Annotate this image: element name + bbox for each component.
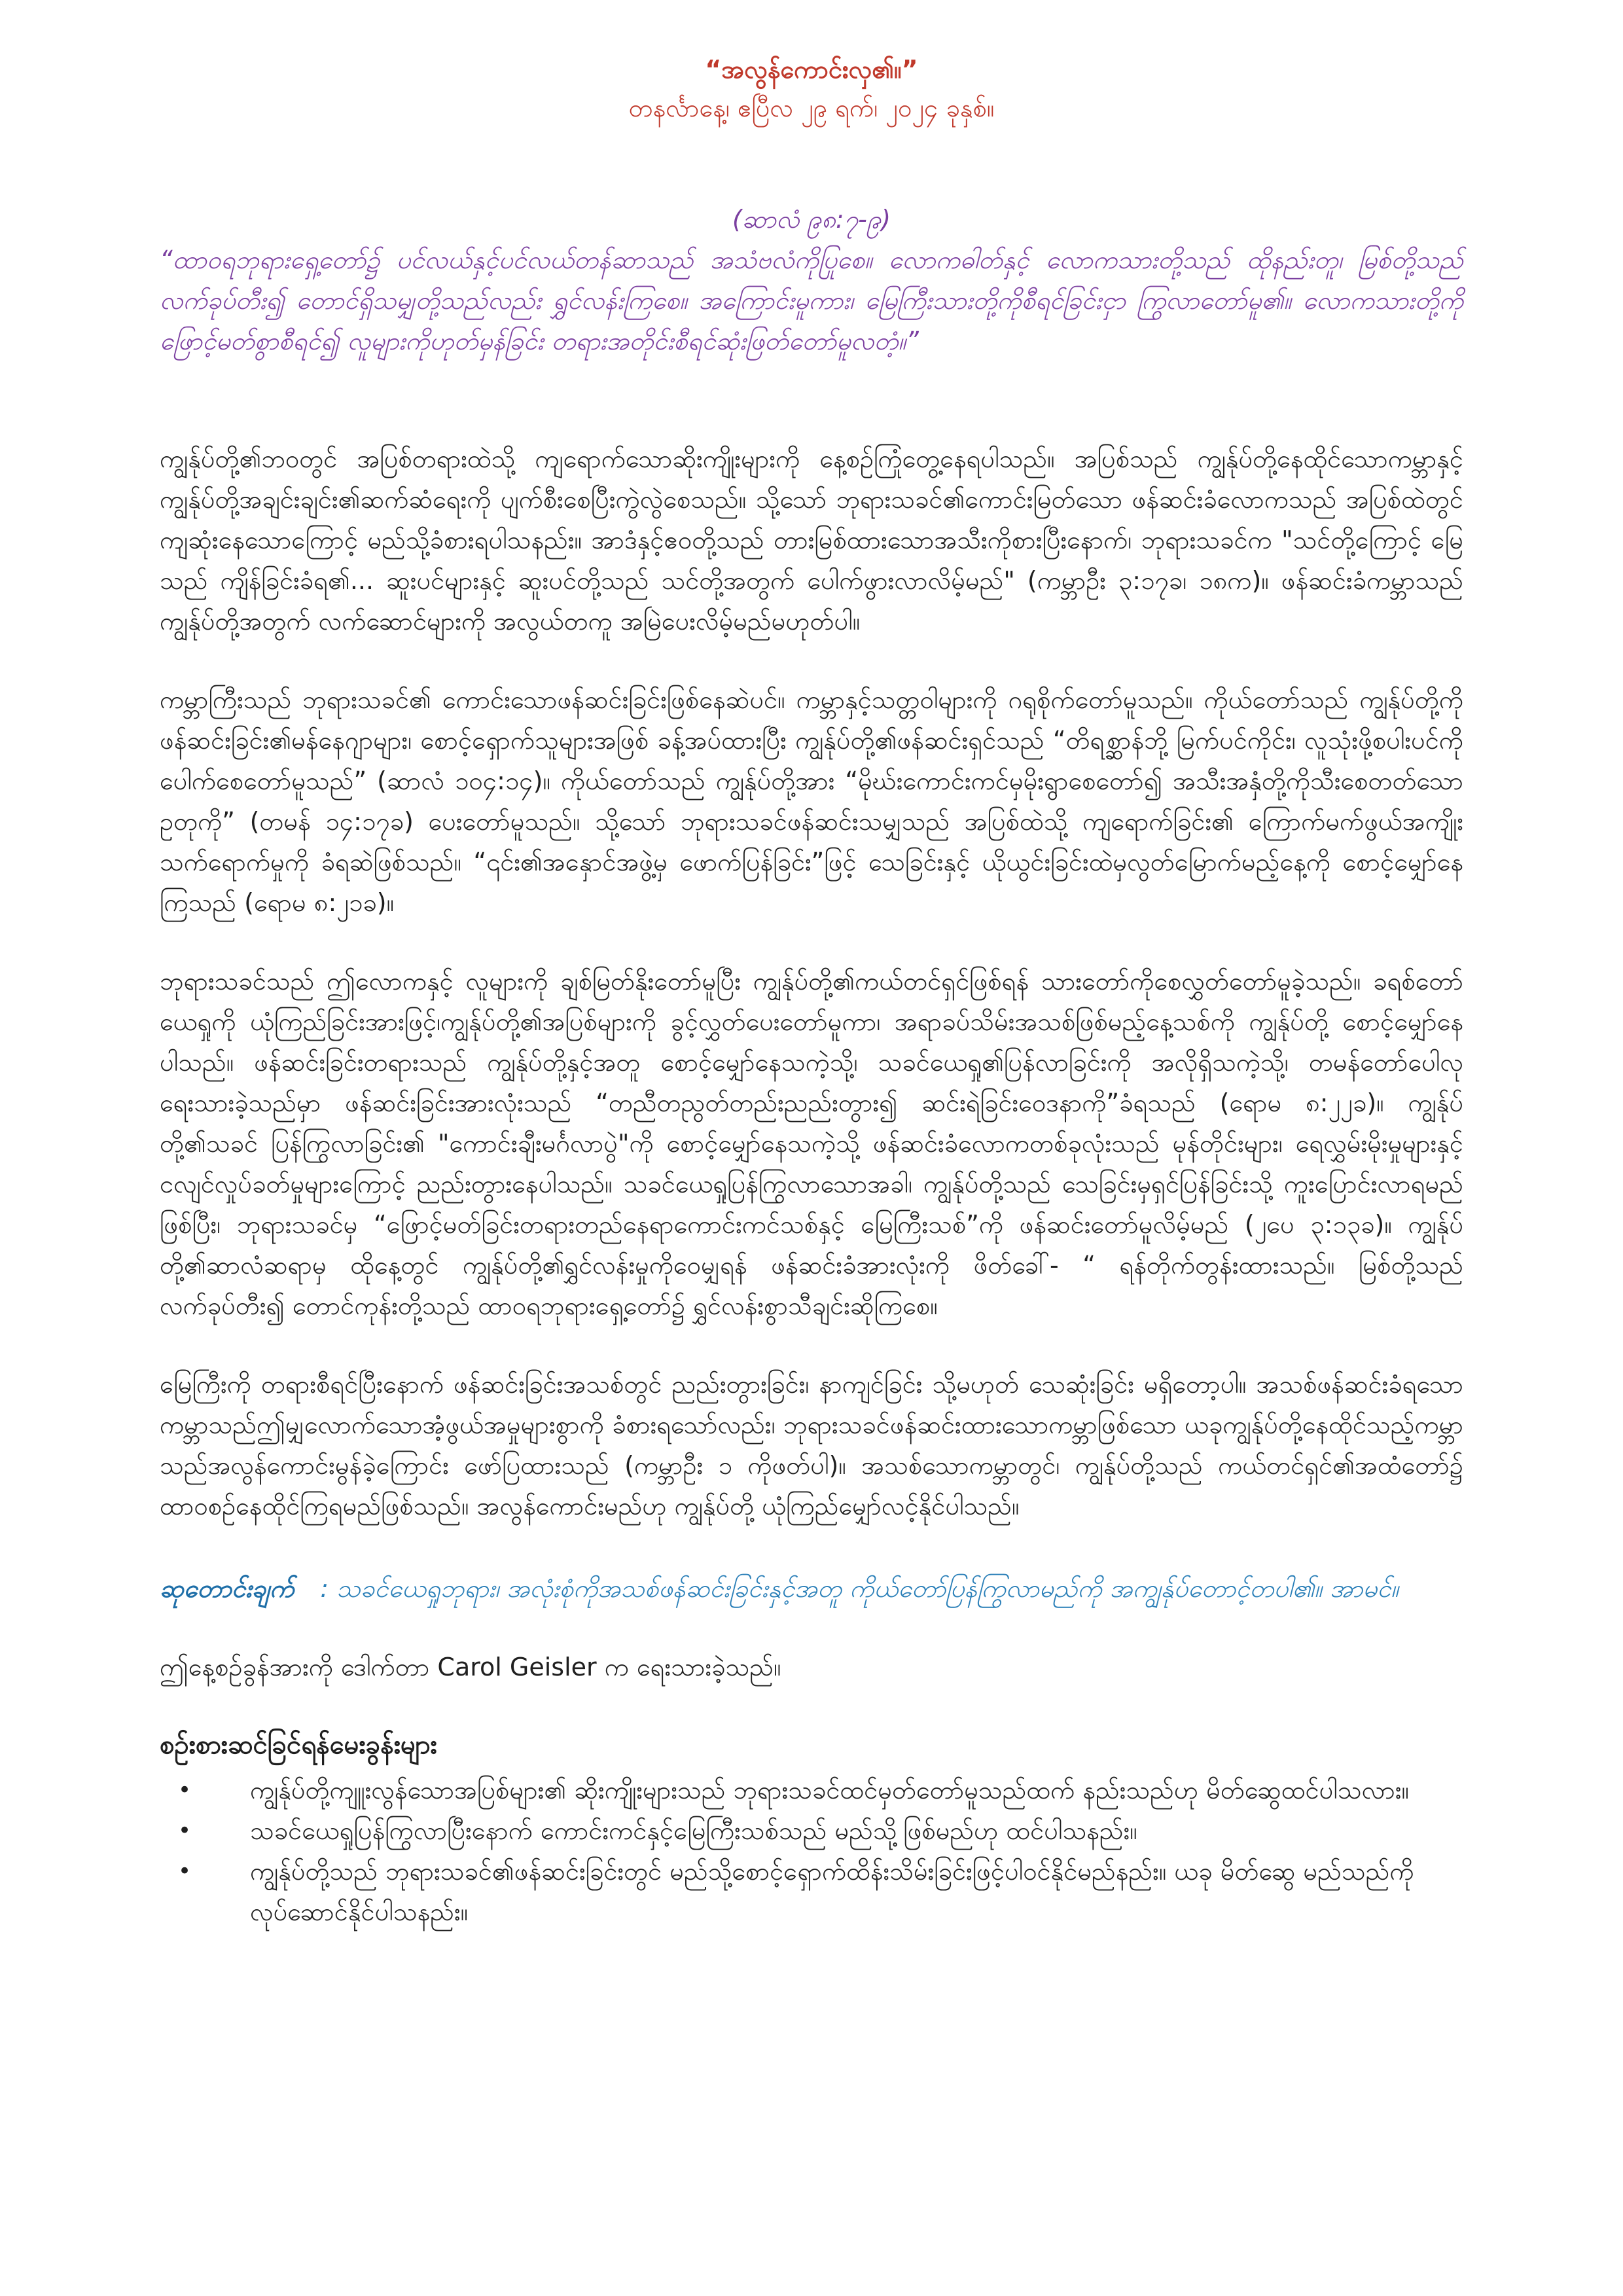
question-item <box>160 1851 1463 1932</box>
devotional-title: “အလွန်ကောင်းလှ၏။” <box>705 55 918 84</box>
date-line: တနင်္လာနေ့၊ ဧပြီလ ၂၉ ရက်၊ ၂၀၂၄ ခုနှစ်။ <box>628 94 995 122</box>
questions-list <box>160 1770 1463 1932</box>
question-text: သခင်ယေရှုပြန်ကြွလာပြီးနောက် ကောင်းကင်နှင့်မြေကြီးသစ်သည် မည်သို့ဖြစ်မည်ဟု ထင်ပါသနည်း။ <box>250 1816 1137 1845</box>
body-paragraph-2: ကမ္ဘာကြီးသည် ဘုရားသခင်၏ ကောင်းသောဖန်ဆင်းခြင်းဖြစ်နေဆဲပင်။ ကမ္ဘာနှင့်သတ္တဝါများကို ဂရုစိုက်တော်မူသည်။ ကိုယ်တော်သည် ကျွန်ုပ်တို့ကို ဖန်ဆင်းခြင်း၏မန်နေဂျာများ၊ စောင့်ရှောက်သူများအဖြစ် ခန့်အပ်ထားပြီး ကျွန်ုပ်တို့၏ဖန်ဆင်းရှင်သည် “တိရစ္ဆာန်ဘို့ မြက်ပင်ကိုင်း၊ လူသုံးဖို့စပါးပင်ကို ပေါက်စေတော်မူသည်” (ဆာလံ ၁၀၄:၁၄)။ ကိုယ်တော်သည် ကျွန်ုပ်တို့အား “မိုဃ်းကောင်းကင်မှမိုးရွာစေတော်၍ အသီးအနှံတို့ကိုသီးစေတတ်သောဥတုကို” (တမန် ၁၄:၁၇ခ) ပေးတော်မူသည်။ သို့သော် ဘုရားသခင်ဖန်ဆင်းသမျှသည် အပြစ်ထဲသို့ ကျရောက်ခြင်း၏ ကြောက်မက်ဖွယ်အကျိုးသက်ရောက်မှုကို ခံရဆဲဖြစ်သည်။ “၎င်း၏အနှောင်အဖွဲ့မှ ဖောက်ပြန်ခြင်း”ဖြင့် သေခြင်းနှင့် ယိုယွင်းခြင်းထဲမှလွတ်မြောက်မည့်နေ့ကို စောင့်မျှော်နေကြသည် (ရောမ ၈:၂၁ခ)။ <box>160 685 1463 917</box>
prayer-text: : သခင်ယေရှုဘုရား၊ အလုံးစုံကိုအသစ်ဖန်ဆင်းခြင်းနှင့်အတူ ကိုယ်တော်ပြန်ကြွလာမည်ကို အကျွန်ုပ်တောင့်တပါ၏။ အာမင်။ <box>320 1574 1399 1603</box>
body-paragraph-4: မြေကြီးကို တရားစီရင်ပြီးနောက် ဖန်ဆင်းခြင်းအသစ်တွင် ညည်းတွားခြင်း၊ နာကျင်ခြင်း သို့မဟုတ် သေဆုံးခြင်း မရှိတော့ပါ။ အသစ်ဖန်ဆင်းခံရသောကမ္ဘာသည်ဤမျှလောက်သောအံ့ဖွယ်အမှုများစွာကို ခံစားရသော်လည်း၊ ဘုရားသခင်ဖန်ဆင်းထားသောကမ္ဘာဖြစ်သော ယခုကျွန်ုပ်တို့နေထိုင်သည့်ကမ္ဘာသည်အလွန်ကောင်းမွန်ခဲ့ကြောင်း ဖော်ပြထားသည် (ကမ္ဘာဦး ၁ ကိုဖတ်ပါ)။ အသစ်သောကမ္ဘာတွင်၊ ကျွန်ုပ်တို့သည် ကယ်တင်ရှင်၏အထံတော်၌ ထာဝစဉ်နေထိုင်ကြရမည်ဖြစ်သည်။ အလွန်ကောင်းမည်ဟု ကျွန်ုပ်တို့ ယုံကြည်မျှော်လင့်နိုင်ပါသည်။ <box>160 1370 1463 1520</box>
scripture-reference: (ဆာလံ ၉၈:၇-၉) <box>732 205 891 234</box>
question-item <box>160 1810 1463 1851</box>
body-paragraph-1: ကျွန်ုပ်တို့၏ဘဝတွင် အပြစ်တရားထဲသို့ ကျရောက်သောဆိုးကျိုးများကို နေ့စဉ်ကြုံတွေ့နေရပါသည်။ အပြစ်သည် ကျွန်ုပ်တို့နေထိုင်သောကမ္ဘာနှင့် ကျွန်ုပ်တို့အချင်းချင်း၏ဆက်ဆံရေးကို ပျက်စီးစေပြီးကွဲလွဲစေသည်။ သို့သော် ဘုရားသခင်၏ကောင်းမြတ်သော ဖန်ဆင်းခံလောကသည် အပြစ်ထဲတွင် ကျဆုံးနေသောကြောင့် မည်သို့ခံစားရပါသနည်း။ အာဒံနှင့်ဧဝတို့သည် တားမြစ်ထားသောအသီးကိုစားပြီးနောက်၊ ဘုရားသခင်က "သင်တို့ကြောင့် မြေသည် ကျိန်ခြင်းခံရ၏... ဆူးပင်များနှင့် ဆူးပင်တို့သည် သင်တို့အတွက် ပေါက်ဖွားလာလိမ့်မည်" (ကမ္ဘာဦး ၃:၁၇ခ၊ ၁၈က)။ ဖန်ဆင်းခံကမ္ဘာသည် ကျွန်ုပ်တို့အတွက် လက်ဆောင်များကို အလွယ်တကူ အမြဲပေးလိမ့်မည်မဟုတ်ပါ။ <box>160 444 1463 636</box>
bullet-icon: • <box>178 1818 192 1844</box>
scripture-text: “ထာဝရဘုရားရှေ့တော်၌ ပင်လယ်နှင့်ပင်လယ်တန်ဆာသည် အသံဗလံကိုပြုစေ။ လောကဓါတ်နှင့် လောကသားတို့သည် ထိုနည်းတူ၊ မြစ်တို့သည် လက်ခုပ်တီး၍ တောင်ရှိသမျှတို့သည်လည်း ရွှင်လန်းကြစေ။ အကြောင်းမူကား၊ မြေကြီးသားတို့ကိုစီရင်ခြင်းငှာ ကြွလာတော်မူ၏။ လောကသားတို့ကို ဖြောင့်မတ်စွာစီရင်၍ လူများကိုဟုတ်မှန်ခြင်း တရားအတိုင်းစီရင်ဆုံးဖြတ်တော်မူလတံ့။” <box>160 245 1463 355</box>
prayer <box>160 1568 1463 1609</box>
body-paragraph-3: ဘုရားသခင်သည် ဤလောကနှင့် လူများကို ချစ်မြတ်နိုးတော်မူပြီး ကျွန်ုပ်တို့၏ကယ်တင်ရှင်ဖြစ်ရန် သားတော်ကိုစေလွှတ်တော်မူခဲ့သည်။ ခရစ်တော်ယေရှုကို ယုံကြည်ခြင်းအားဖြင့်၊ကျွန်ုပ်တို့၏အပြစ်များကို ခွင့်လွှတ်ပေးတော်မူကာ၊ အရာခပ်သိမ်းအသစ်ဖြစ်မည့်နေ့သစ်ကို ကျွန်ုပ်တို့ စောင့်မျှော်နေပါသည်။ ဖန်ဆင်းခြင်းတရားသည် ကျွန်ုပ်တို့နှင့်အတူ စောင့်မျှော်နေသကဲ့သို့၊ သခင်ယေရှု၏ပြန်လာခြင်းကို အလိုရှိသကဲ့သို့၊ တမန်တော်ပေါလု ရေးသားခဲ့သည်မှာ ဖန်ဆင်းခြင်းအားလုံးသည် “တညီတညွတ်တည်းညည်းတွား၍ ဆင်းရဲခြင်းဝေဒနာကို”ခံရသည် (ရောမ ၈:၂၂ခ)။ ကျွန်ုပ်တို့၏သခင် ပြန်ကြွလာခြင်း၏ "ကောင်းချီးမင်္ဂလာပွဲ"ကို စောင့်မျှော်နေသကဲ့သို့ ဖန်ဆင်းခံလောကတစ်ခုလုံးသည် မုန်တိုင်းများ၊ ရေလွှမ်းမိုးမှုများနှင့် ငလျင်လှုပ်ခတ်မှုများကြောင့် ညည်းတွားနေပါသည်။ သခင်ယေရှုပြန်ကြွလာသောအခါ၊ ကျွန်ုပ်တို့သည် သေခြင်းမှရှင်ပြန်ခြင်းသို့ ကူးပြောင်းလာရမည်ဖြစ်ပြီး၊ ဘုရားသခင်မှ “ဖြောင့်မတ်ခြင်းတရားတည်နေရာကောင်းကင်သစ်နှင့် မြေကြီးသစ်”ကို ဖန်ဆင်းတော်မူလိမ့်မည် (၂ပေ ၃:၁၃ခ)။ ကျွန်ုပ်တို့၏ဆာလံဆရာမှ ထိုနေ့တွင် ကျွန်ုပ်တို့၏ရွှင်လန်းမှုကိုဝေမျှရန် ဖန်ဆင်းခံအားလုံးကို ဖိတ်ခေါ်- “ ရန်တိုက်တွန်းထားသည်။ မြစ်တို့သည် လက်ခုပ်တီး၍ တောင်ကုန်းတို့သည် ထာဝရဘုရားရှေ့တော်၌ ရွှင်လန်းစွာသီချင်းဆိုကြစေ။ <box>160 967 1463 1320</box>
question-item <box>160 1770 1463 1810</box>
bullet-icon: • <box>178 1858 192 1884</box>
question-text: ကျွန်ုပ်တို့သည် ဘုရားသခင်၏ဖန်ဆင်းခြင်းတွင် မည်သို့စောင့်ရှောက်ထိန်းသိမ်းခြင်းဖြင့်ပါဝင်နိုင်မည်နည်း။ ယခု မိတ်ဆွေ မည်သည်ကို လုပ်ဆောင်နိုင်ပါသနည်း။ <box>250 1857 1414 1926</box>
bullet-icon: • <box>178 1777 192 1803</box>
questions-heading: စဉ်းစားဆင်ခြင်ရန်မေးခွန်းများ <box>160 1730 437 1760</box>
prayer-label: ဆုတောင်းချက် <box>160 1574 294 1603</box>
author-credit: ဤနေ့စဉ်ခွန်အားကို ဒေါက်တာ Carol Geisler က ရေးသားခဲ့သည်။ <box>160 1653 781 1681</box>
question-text: ကျွန်ုပ်တို့ကျူးလွန်သောအပြစ်များ၏ ဆိုးကျိုးများသည် ဘုရားသခင်ထင်မှတ်တော်မူသည်ထက် နည်းသည်ဟု မိတ်ဆွေထင်ပါသလား။ <box>250 1776 1409 1804</box>
